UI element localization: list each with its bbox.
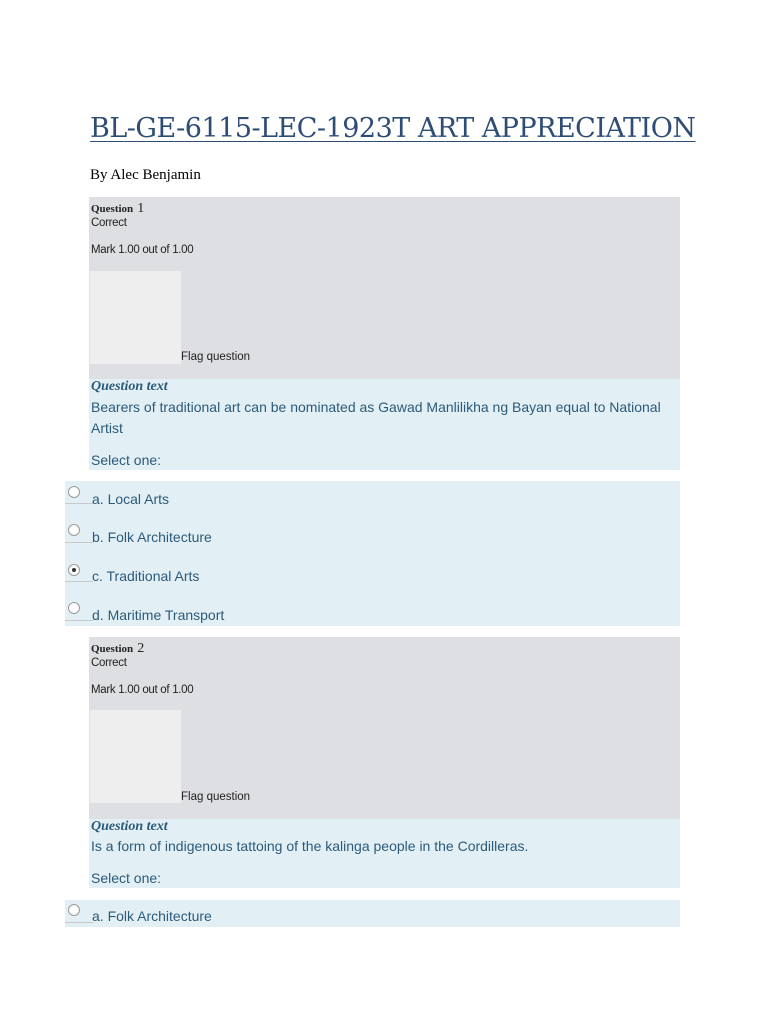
divider (65, 503, 93, 504)
question-1-answers (65, 481, 680, 626)
radio-button[interactable] (68, 486, 80, 498)
select-one-prompt: Select one: (91, 870, 162, 886)
question-1-mark: Mark 1.00 out of 1.00 (91, 244, 194, 256)
question-number: 1 (137, 201, 145, 216)
document-title: BL-GE-6115-LEC-1923T ART APPRECIATION (90, 113, 696, 144)
question-1-label (91, 199, 144, 217)
answer-label[interactable]: a. Folk Architecture (92, 908, 212, 924)
flag-question-link[interactable]: Flag question (181, 351, 251, 363)
question-text: Bearers of traditional art can be nominated as Gawad Manlilikha ng Bayan equal to National Artist (91, 399, 661, 436)
divider (65, 922, 93, 923)
question-1-state: Correct (91, 217, 127, 229)
question-2-formulation (89, 819, 680, 888)
question-2-mark: Mark 1.00 out of 1.00 (91, 684, 194, 696)
flag-icon[interactable] (90, 710, 181, 803)
question-word: Question (91, 203, 134, 215)
question-2-info (89, 637, 680, 819)
radio-button[interactable] (68, 904, 80, 916)
question-word: Question (91, 643, 134, 655)
answer-label[interactable]: c. Traditional Arts (92, 568, 200, 584)
question-text-label: Question text (91, 379, 168, 394)
radio-button[interactable] (68, 602, 80, 614)
radio-button-selected[interactable] (68, 564, 80, 576)
question-text: Is a form of indigenous tattoing of the kalinga people in the Cordilleras. (91, 838, 529, 854)
divider (65, 581, 93, 582)
question-number: 2 (137, 641, 145, 656)
author-line: By Alec Benjamin (90, 167, 201, 183)
flag-icon[interactable] (90, 271, 181, 364)
divider (65, 542, 93, 543)
flag-question-link[interactable]: Flag question (181, 791, 251, 803)
answer-label[interactable]: a. Local Arts (92, 491, 170, 507)
question-2-label (91, 639, 144, 657)
question-1-info (89, 197, 680, 379)
question-2-answers (65, 900, 680, 927)
divider (65, 620, 93, 621)
question-text-label: Question text (91, 819, 168, 834)
answer-label[interactable]: d. Maritime Transport (92, 607, 225, 623)
question-2-state: Correct (91, 657, 127, 669)
question-1-formulation (89, 379, 680, 470)
radio-button[interactable] (68, 524, 80, 536)
answer-label[interactable]: b. Folk Architecture (92, 529, 212, 545)
select-one-prompt: Select one: (91, 452, 162, 468)
